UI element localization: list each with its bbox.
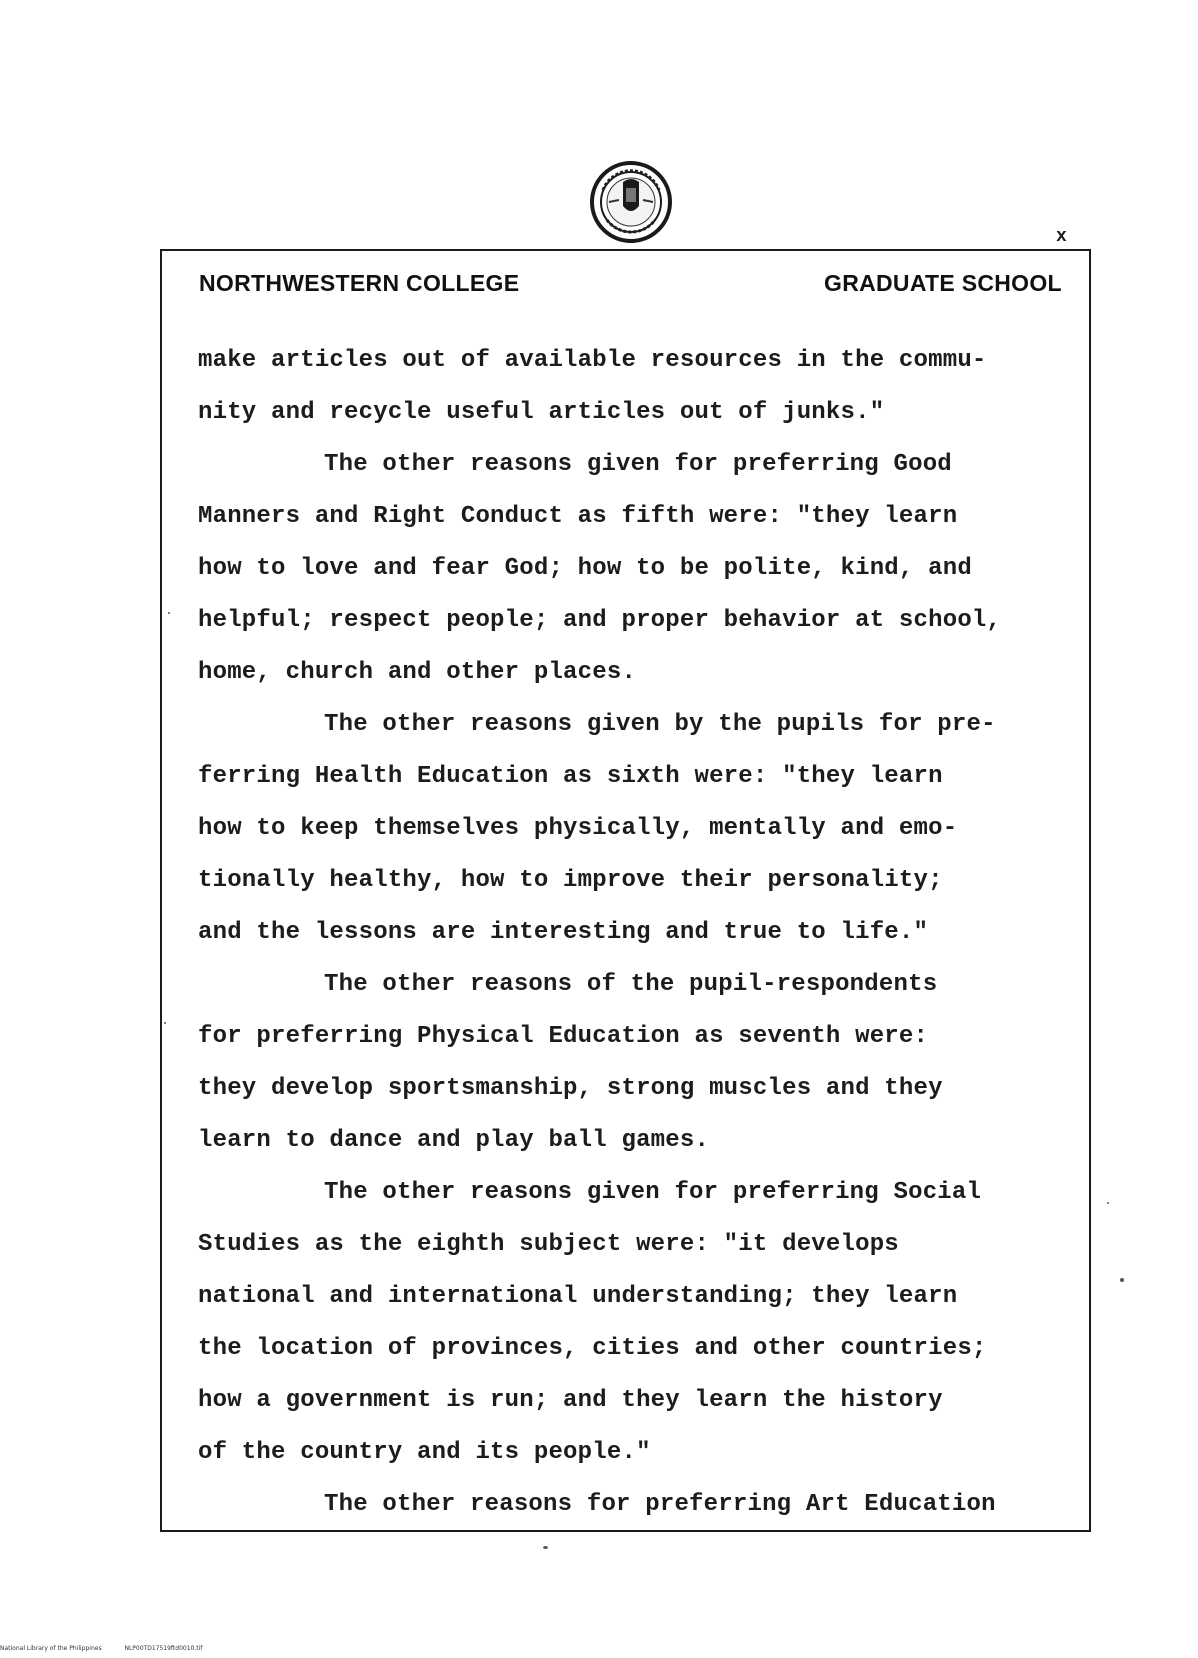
text-line: how to love and fear God; how to be polite, kind, and [198, 555, 972, 582]
text-line: ferring Health Education as sixth were: "they learn [198, 763, 943, 790]
text-line: national and international understanding; they learn [198, 1283, 958, 1310]
text-line: helpful; respect people; and proper behavior at school, [198, 607, 1002, 634]
footer-library: National Library of the Philippines [0, 1645, 102, 1652]
text-line: The other reasons given for preferring Good [324, 451, 952, 478]
scan-speck [543, 1546, 548, 1549]
scan-speck [164, 1022, 166, 1024]
text-line: Studies as the eighth subject were: "it develops [198, 1231, 899, 1258]
scan-speck [1120, 1278, 1124, 1282]
corner-mark: x [1056, 227, 1067, 247]
text-line: they develop sportsmanship, strong muscles and they [198, 1075, 943, 1102]
text-line: The other reasons for preferring Art Education [324, 1491, 996, 1518]
typed-body-text [198, 335, 1078, 1531]
text-line: The other reasons given by the pupils for pre- [324, 711, 996, 738]
text-line: of the country and its people." [198, 1439, 651, 1466]
text-line: how a government is run; and they learn the history [198, 1387, 943, 1414]
college-seal-icon [589, 160, 673, 244]
scan-speck [1107, 1202, 1109, 1204]
footer-filename: NLP00TD17519ftd0010.tif [124, 1645, 203, 1652]
text-line: learn to dance and play ball games. [198, 1127, 710, 1154]
text-line: home, church and other places. [198, 659, 637, 686]
text-line: The other reasons given for preferring Social [324, 1179, 982, 1206]
text-line: for preferring Physical Education as seventh were: [198, 1023, 929, 1050]
text-line: how to keep themselves physically, mentally and emo- [198, 815, 958, 842]
scan-speck [168, 612, 170, 614]
text-line: The other reasons of the pupil-respondents [324, 971, 938, 998]
college-name-header: NORTHWESTERN COLLEGE [199, 270, 520, 296]
text-line: the location of provinces, cities and other countries; [198, 1335, 987, 1362]
text-line: and the lessons are interesting and true to life." [198, 919, 929, 946]
text-line: tionally healthy, how to improve their personality; [198, 867, 943, 894]
text-line: nity and recycle useful articles out of junks." [198, 399, 885, 426]
text-line: make articles out of available resources in the commu- [198, 347, 987, 374]
text-line: Manners and Right Conduct as fifth were: "they learn [198, 503, 958, 530]
school-name-header: GRADUATE SCHOOL [824, 270, 1062, 296]
scan-footer [0, 1645, 202, 1652]
